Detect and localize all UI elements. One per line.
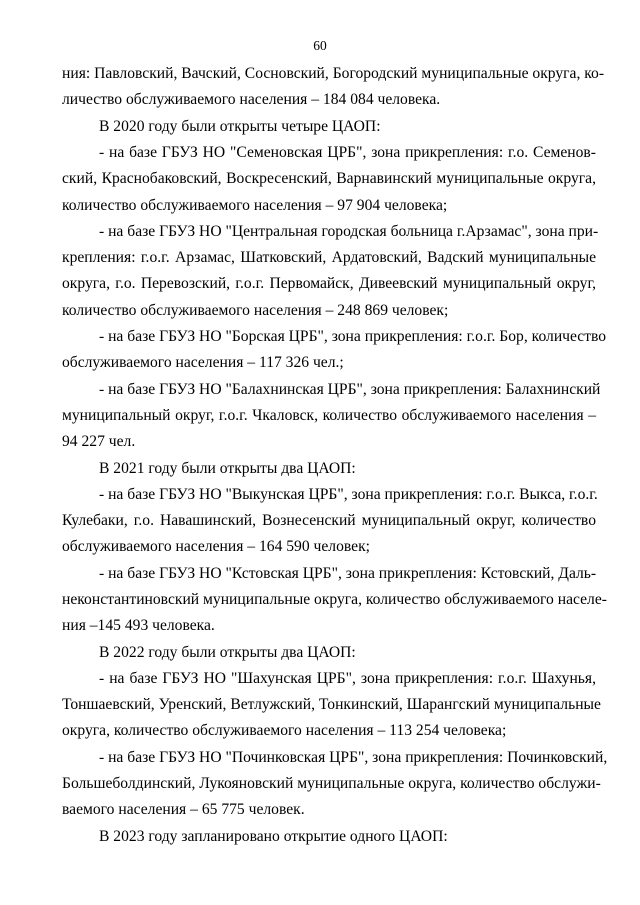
section-heading: В 2023 году запланировано открытие одного ЦАОП:: [99, 828, 448, 845]
text-line: ния –145 493 человека.: [62, 617, 215, 634]
text-line: ваемого населения – 65 775 человек.: [62, 801, 305, 818]
text-line: - на базе ГБУЗ НО "Шахунская ЦРБ", зона прикрепления: г.о.г. Шахунья,: [99, 670, 596, 687]
text-line: - на базе ГБУЗ НО "Починковская ЦРБ", зона прикрепления: Починковский,: [99, 749, 608, 766]
text-line: - на базе ГБУЗ НО "Центральная городская больница г.Арзамас", зона при-: [99, 223, 599, 240]
text-line: количество обслуживаемого населения – 97 904 человека;: [62, 197, 448, 214]
text-line: неконстантиновский муниципальные округа, количество обслуживаемого населе-: [62, 591, 607, 608]
section-heading: В 2021 году были открыты два ЦАОП:: [99, 460, 356, 477]
page-number: 60: [313, 38, 327, 53]
text-line: крепления: г.о.г. Арзамас, Шатковский, Ардатовский, Вадский муниципальные: [62, 249, 596, 266]
text-line: - на базе ГБУЗ НО "Борская ЦРБ", зона прикрепления: г.о.г. Бор, количество: [99, 328, 607, 345]
text-line: округа, количество обслуживаемого населения – 113 254 человека;: [62, 722, 507, 739]
text-line: 94 227 чел.: [62, 433, 136, 450]
text-line: округа, г.о. Перевозский, г.о.г. Первомайск, Дивеевский муниципальный округ,: [62, 275, 596, 292]
text-line: - на базе ГБУЗ НО "Балахнинская ЦРБ", зона прикрепления: Балахнинский: [99, 381, 601, 398]
text-line: обслуживаемого населения – 164 590 человек;: [62, 538, 370, 555]
text-line: Тоншаевский, Уренский, Ветлужский, Тонкинский, Шарангский муниципальные: [62, 696, 601, 713]
text-line: количество обслуживаемого населения – 248 869 человек;: [62, 302, 449, 319]
section-heading: В 2022 году были открыты два ЦАОП:: [99, 644, 356, 661]
text-line: ский, Краснобаковский, Воскресенский, Варнавинский муниципальные округа,: [62, 170, 596, 187]
section-heading: В 2020 году были открыты четыре ЦАОП:: [99, 118, 381, 135]
text-line: Большеболдинский, Лукояновский муниципальные округа, количество обслужи-: [62, 775, 601, 792]
text-line: ния: Павловский, Вачский, Сосновский, Богородский муниципальные округа, ко-: [62, 65, 605, 82]
text-line: - на базе ГБУЗ НО "Кстовская ЦРБ", зона прикрепления: Кстовский, Даль-: [99, 565, 597, 582]
text-line: - на базе ГБУЗ НО "Семеновская ЦРБ", зона прикрепления: г.о. Семенов-: [99, 144, 596, 161]
text-line: Кулебаки, г.о. Навашинский, Вознесенский муниципальный округ, количество: [62, 512, 596, 529]
text-line: обслуживаемого населения – 117 326 чел.;: [62, 354, 344, 371]
text-line: муниципальный округ, г.о.г. Чкаловск, количество обслуживаемого населения –: [62, 407, 596, 424]
text-line: личество обслуживаемого населения – 184 084 человека.: [62, 91, 441, 108]
text-line: - на базе ГБУЗ НО "Выкунская ЦРБ", зона прикрепления: г.о.г. Выкса, г.о.г.: [99, 486, 598, 503]
